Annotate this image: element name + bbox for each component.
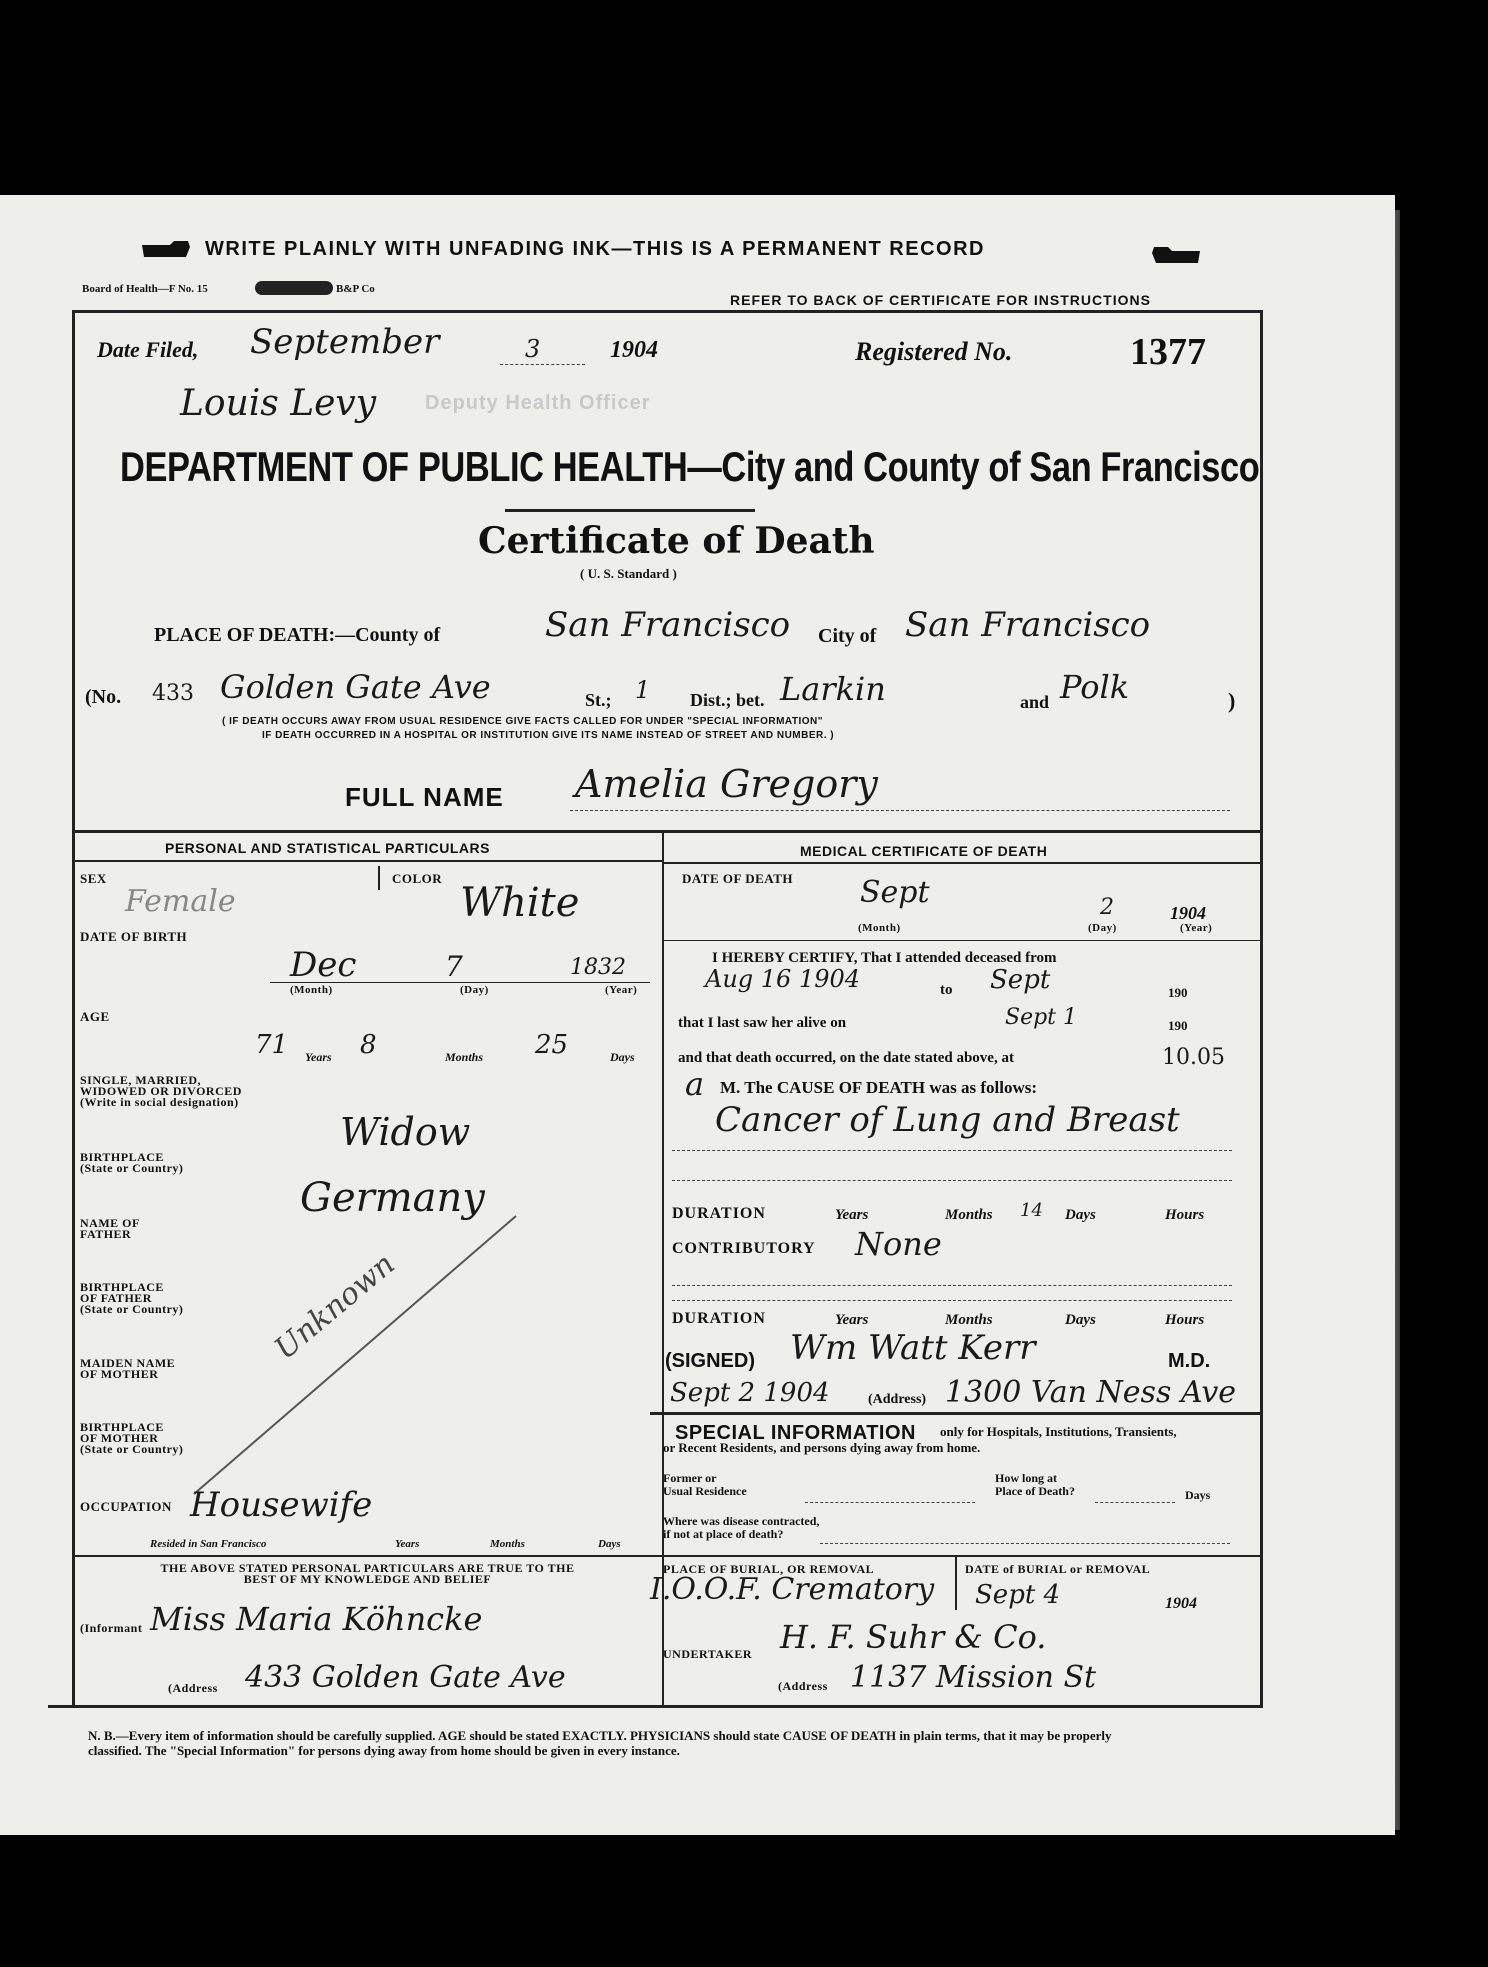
dob-year: 1832 (570, 955, 626, 980)
marital-label-line-1: SINGLE, MARRIED, (80, 1073, 202, 1087)
district-value: 1 (635, 676, 651, 704)
dob-day-caption: (Day) (460, 984, 489, 996)
cause-line-1 (672, 1150, 1232, 1151)
contributory-value: None (855, 1225, 942, 1263)
contracted-label-line-2: if not at place of death? (663, 1527, 784, 1541)
birthplace-label (80, 1152, 183, 1174)
last-saw-year: 190 (1168, 1018, 1188, 1033)
dist-between-label: Dist.; bet. (690, 690, 765, 710)
duration2-hours-label: Hours (1165, 1312, 1205, 1328)
between-street-1: Larkin (780, 670, 886, 708)
and-label: and (1020, 692, 1050, 712)
contracted-line (820, 1543, 1230, 1544)
mother-birthplace-label-line-3: (State or Country) (80, 1442, 184, 1456)
city-label: City of (818, 625, 877, 647)
dob-line (270, 982, 650, 983)
pointing-hand-icon (1150, 245, 1202, 265)
county-value: San Francisco (545, 605, 791, 645)
frame-right (1260, 310, 1263, 1705)
special-heading-note: only for Hospitals, Institutions, Transients, (940, 1424, 1177, 1439)
resided-days-label: Days (598, 1538, 621, 1550)
color-value: White (460, 880, 580, 926)
personal-heading: PERSONAL AND STATISTICAL PARTICULARS (165, 840, 490, 856)
city-value: San Francisco (905, 605, 1151, 645)
personal-heading-line (72, 860, 662, 862)
full-name-line (570, 810, 1230, 811)
duration2-days-label: Days (1065, 1312, 1096, 1328)
md-label: M.D. (1168, 1350, 1211, 1372)
mother-name-label-line-1: MAIDEN NAME (80, 1356, 176, 1370)
contributory-line-1 (672, 1285, 1232, 1286)
how-long-days-label: Days (1185, 1488, 1211, 1502)
last-saw-text: that I last saw her alive on (678, 1015, 847, 1031)
full-name-value: Amelia Gregory (575, 762, 878, 806)
street-no-label: (No. (85, 686, 122, 708)
former-residence-label (663, 1472, 747, 1498)
duration-months-value: 14 (1020, 1200, 1043, 1221)
duration2-years-label: Years (835, 1312, 869, 1328)
physician-address: 1300 Van Ness Ave (945, 1375, 1237, 1410)
informant-value: Miss Maria Köhncke (150, 1600, 483, 1638)
time-period: a (685, 1065, 705, 1103)
attended-from: Aug 16 1904 (705, 965, 861, 993)
permanent-record-banner: WRITE PLAINLY WITH UNFADING INK—THIS IS A PERMANENT RECORD (205, 238, 985, 260)
certificate-title: Certificate of Death (478, 520, 875, 562)
certify-text: I HEREBY CERTIFY, That I attended deceased from (712, 950, 1057, 966)
duration-years-label: Years (835, 1207, 869, 1223)
contracted-label-line-1: Where was disease contracted, (663, 1514, 820, 1528)
dod-year-caption: (Year) (1180, 922, 1213, 934)
informant-certify-line-1: THE ABOVE STATED PERSONAL PARTICULARS ARE TRUE TO THE (160, 1561, 575, 1575)
street-name: Golden Gate Ave (220, 668, 491, 706)
duration-label: DURATION (672, 1205, 766, 1222)
birthplace-value: Germany (300, 1175, 485, 1221)
age-months: 8 (360, 1030, 377, 1060)
father-birthplace-label-line-2: OF FATHER (80, 1291, 152, 1305)
physician-address-label: (Address) (868, 1392, 927, 1407)
officer-signature: Louis Levy (180, 383, 377, 424)
department-heading: DEPARTMENT OF PUBLIC HEALTH—City and County of San Francisco (120, 443, 1260, 490)
dod-day-caption: (Day) (1088, 922, 1117, 934)
how-long-label (995, 1472, 1075, 1498)
occupation-label: OCCUPATION (80, 1499, 172, 1514)
duration-months-label: Months (945, 1207, 993, 1223)
cause-text: M. The CAUSE OF DEATH was as follows: (720, 1078, 1038, 1097)
how-long-label-line-1: How long at (995, 1471, 1058, 1485)
physician-signature: Wm Watt Kerr (790, 1328, 1036, 1368)
unknown-value: Unknown (268, 1246, 402, 1367)
contributory-label: CONTRIBUTORY (672, 1240, 816, 1257)
mother-name-label (80, 1358, 175, 1380)
place-of-death-label: PLACE OF DEATH:—County of (154, 624, 441, 646)
father-birthplace-label-line-3: (State or Country) (80, 1302, 184, 1316)
cause-line-2 (672, 1180, 1232, 1181)
full-name-label: FULL NAME (345, 782, 504, 812)
duration2-months-label: Months (945, 1312, 993, 1328)
mother-birthplace-label (80, 1422, 183, 1455)
father-birthplace-label (80, 1282, 183, 1315)
how-long-line (1095, 1502, 1175, 1503)
date-filed-label: Date Filed, (97, 337, 199, 362)
special-heading-note-2: or Recent Residents, and persons dying away from home. (663, 1440, 981, 1455)
unknown-diagonal-line (190, 1210, 520, 1500)
age-days: 25 (535, 1030, 569, 1060)
occurred-text: and that death occurred, on the date stated above, at (678, 1050, 1014, 1066)
resided-years-label: Years (395, 1538, 420, 1550)
sex-label: SEX (80, 871, 107, 886)
age-years: 71 (255, 1030, 289, 1060)
dod-day: 2 (1100, 895, 1114, 920)
between-street-2: Polk (1060, 668, 1130, 706)
resided-months-label: Months (490, 1538, 525, 1550)
duration2-label: DURATION (672, 1310, 766, 1327)
registered-label: Registered No. (855, 337, 1013, 366)
informant-certify (80, 1563, 655, 1585)
special-heading: SPECIAL INFORMATION (675, 1422, 916, 1444)
birthplace-label-line-2: (State or Country) (80, 1161, 184, 1175)
date-filed-day: 3 (525, 335, 541, 363)
registered-number: 1377 (1130, 331, 1206, 373)
how-long-label-line-2: Place of Death? (995, 1484, 1075, 1498)
informant-certify-line-2: BEST OF MY KNOWLEDGE AND BELIEF (243, 1572, 492, 1586)
former-residence-label-line-2: Usual Residence (663, 1484, 747, 1498)
frame-top (72, 310, 1262, 313)
date-day-line (500, 364, 585, 365)
instructions-note: REFER TO BACK OF CERTIFICATE FOR INSTRUCTIONS (730, 292, 1151, 308)
age-days-caption: Days (610, 1050, 635, 1064)
dod-label: DATE OF DEATH (682, 871, 793, 886)
street-number: 433 (152, 681, 194, 706)
duration-days-label: Days (1065, 1207, 1096, 1223)
death-time: 10.05 (1162, 1045, 1225, 1070)
printer-name: B&P Co (336, 283, 375, 295)
burial-place-value: I.O.O.F. Crematory (650, 1572, 935, 1607)
dob-label: DATE OF BIRTH (80, 929, 188, 944)
contributory-line-2 (672, 1300, 1232, 1301)
former-residence-label-line-1: Former or (663, 1471, 717, 1485)
burial-year: 1904 (1165, 1595, 1197, 1612)
informant-top-line (72, 1555, 662, 1557)
attended-to: Sept (990, 965, 1051, 995)
dod-month: Sept (860, 875, 930, 910)
sex-value: Female (125, 884, 236, 919)
dob-month-caption: (Month) (290, 984, 333, 996)
dob-year-caption: (Year) (605, 984, 638, 996)
birthplace-label-line-1: BIRTHPLACE (80, 1150, 164, 1164)
father-name-label (80, 1218, 140, 1240)
marital-label (80, 1075, 242, 1108)
dob-month: Dec (290, 945, 357, 985)
undertaker-value: H. F. Suhr & Co. (780, 1618, 1047, 1656)
certificate-subtitle: ( U. S. Standard ) (580, 566, 677, 581)
close-paren: ) (1228, 688, 1236, 713)
cause-value: Cancer of Lung and Breast (715, 1100, 1180, 1140)
marital-value: Widow (340, 1110, 471, 1154)
place-note-2: IF DEATH OCCURRED IN A HOSPITAL OR INSTITUTION GIVE ITS NAME INSTEAD OF STREET AND NUMBER. ) (262, 730, 835, 741)
form-number: Board of Health—F No. 15 (82, 283, 208, 295)
dod-month-caption: (Month) (858, 922, 901, 934)
sex-color-divider (378, 866, 380, 890)
informant-address: 433 Golden Gate Ave (245, 1660, 566, 1695)
marital-label-line-3: (Write in social designation) (80, 1095, 239, 1109)
age-months-caption: Months (445, 1050, 484, 1064)
printer-logo (255, 281, 333, 295)
medical-heading: MEDICAL CERTIFICATE OF DEATH (800, 843, 1048, 859)
sections-top-line (72, 830, 1262, 833)
age-years-caption: Years (305, 1050, 332, 1064)
signed-date: Sept 2 1904 (670, 1378, 830, 1408)
mother-birthplace-label-line-1: BIRTHPLACE (80, 1420, 164, 1434)
special-top-line (650, 1412, 1262, 1415)
medical-heading-line (662, 862, 1262, 864)
color-label: COLOR (392, 871, 443, 886)
last-saw-date: Sept 1 (1005, 1005, 1078, 1030)
informant-label: (Informant (80, 1621, 143, 1635)
burial-place-label: PLACE OF BURIAL, OR REMOVAL (663, 1562, 875, 1576)
undertaker-address: 1137 Mission St (850, 1660, 1097, 1695)
place-note-1: ( IF DEATH OCCURS AWAY FROM USUAL RESIDENCE GIVE FACTS CALLED FOR UNDER "SPECIAL INFORMATION" (222, 716, 824, 727)
frame-bottom (48, 1705, 1263, 1708)
date-filed-year: 1904 (610, 337, 658, 363)
to-label: to (940, 982, 953, 998)
father-birthplace-label-line-1: BIRTHPLACE (80, 1280, 164, 1294)
mother-name-label-line-2: OF MOTHER (80, 1367, 159, 1381)
department-underline (505, 509, 755, 512)
burial-date-label: DATE of BURIAL or REMOVAL (965, 1562, 1151, 1576)
mother-birthplace-label-line-2: OF MOTHER (80, 1431, 159, 1445)
burial-date-value: Sept 4 (975, 1580, 1061, 1610)
former-residence-line (805, 1502, 975, 1503)
informant-address-label: (Address (168, 1681, 218, 1695)
undertaker-label: UNDERTAKER (663, 1647, 753, 1661)
dod-year: 1904 (1170, 903, 1206, 923)
attended-to-year: 190 (1168, 985, 1188, 1000)
resided-label: Resided in San Francisco (150, 1538, 267, 1550)
duration-hours-label: Hours (1165, 1207, 1205, 1223)
burial-divider (955, 1555, 957, 1610)
father-name-label-line-2: FATHER (80, 1227, 132, 1241)
contracted-label (663, 1515, 819, 1541)
dob-day: 7 (445, 950, 463, 983)
occupation-value: Housewife (190, 1485, 373, 1525)
signed-label: (SIGNED) (665, 1350, 755, 1372)
st-label: St.; (585, 690, 612, 710)
date-filed-month: September (250, 322, 440, 362)
marital-label-line-2: WIDOWED OR DIVORCED (80, 1084, 242, 1098)
undertaker-address-label: (Address (778, 1679, 828, 1693)
dod-line (662, 940, 1262, 941)
father-name-label-line-1: NAME OF (80, 1216, 140, 1230)
frame-left (72, 310, 75, 1705)
age-label: AGE (80, 1009, 110, 1024)
pointing-hand-icon (140, 239, 192, 259)
footnote: N. B.—Every item of information should be carefully supplied. AGE should be stated EXACTLY. PHYSICIANS should state CAUSE OF DEATH in plain terms, that it may be properly classified. The "Special Information" for persons dying away from home should be given in every instance. (88, 1728, 1112, 1758)
officer-title-stamp: Deputy Health Officer (425, 392, 651, 414)
